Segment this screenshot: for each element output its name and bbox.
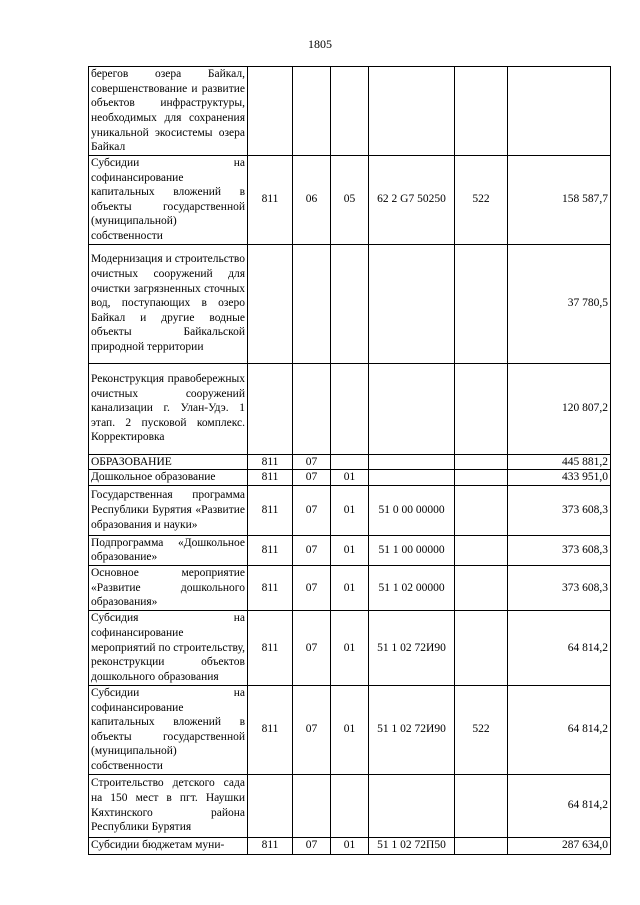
cell-sum: 373 608,3 — [508, 565, 611, 610]
cell-sum: 64 814,2 — [508, 774, 611, 837]
cell-name: Дошкольное образование — [89, 470, 248, 486]
cell-vr — [455, 454, 508, 470]
cell-pr: 01 — [331, 470, 369, 486]
table-row — [89, 535, 611, 565]
cell-pr — [331, 363, 369, 454]
cell-pr: 01 — [331, 610, 369, 685]
cell-ved: 811 — [248, 610, 293, 685]
cell-csr — [369, 67, 455, 156]
cell-vr — [455, 244, 508, 363]
budget-table — [88, 66, 611, 855]
cell-name: Субсидии бюджетам муни- — [89, 837, 248, 854]
cell-rz — [293, 774, 331, 837]
cell-csr: 51 1 02 72И90 — [369, 685, 455, 774]
cell-rz: 07 — [293, 535, 331, 565]
cell-ved: 811 — [248, 454, 293, 470]
cell-ved: 811 — [248, 156, 293, 245]
cell-name: Субсидия на софинансирование мероприятий по строительству, реконструкции объектов дошкольного образования — [89, 610, 248, 685]
cell-pr — [331, 244, 369, 363]
cell-sum: 373 608,3 — [508, 535, 611, 565]
cell-ved — [248, 774, 293, 837]
cell-ved: 811 — [248, 685, 293, 774]
table-row — [89, 363, 611, 454]
cell-csr — [369, 774, 455, 837]
cell-csr: 51 1 02 00000 — [369, 565, 455, 610]
cell-rz — [293, 244, 331, 363]
cell-vr — [455, 67, 508, 156]
cell-name: Субсидии на софинансирование капитальных вложений в объекты государственной (муниципальной) собственности — [89, 685, 248, 774]
cell-pr: 05 — [331, 156, 369, 245]
cell-pr — [331, 67, 369, 156]
cell-name: Субсидии на софинансирование капитальных вложений в объекты государственной (муниципальной) собственности — [89, 156, 248, 245]
cell-rz: 07 — [293, 685, 331, 774]
cell-rz: 07 — [293, 837, 331, 854]
cell-sum: 64 814,2 — [508, 685, 611, 774]
cell-csr — [369, 454, 455, 470]
cell-name: Строительство детского сада на 150 мест в пгт. Наушки Кяхтинского района Республики Бурятия — [89, 774, 248, 837]
cell-rz: 07 — [293, 454, 331, 470]
table-row — [89, 485, 611, 535]
cell-csr — [369, 470, 455, 486]
cell-pr — [331, 774, 369, 837]
cell-name: Подпрограмма «Дошкольное образование» — [89, 535, 248, 565]
table-row — [89, 454, 611, 470]
table-row — [89, 774, 611, 837]
cell-rz: 07 — [293, 470, 331, 486]
cell-csr: 51 1 00 00000 — [369, 535, 455, 565]
cell-ved: 811 — [248, 535, 293, 565]
cell-vr — [455, 610, 508, 685]
table-row — [89, 244, 611, 363]
cell-ved: 811 — [248, 837, 293, 854]
cell-name: Основное мероприятие «Развитие дошкольного образования» — [89, 565, 248, 610]
cell-csr: 51 1 02 72И90 — [369, 610, 455, 685]
cell-rz — [293, 363, 331, 454]
table-row — [89, 610, 611, 685]
table-row — [89, 67, 611, 156]
cell-sum: 158 587,7 — [508, 156, 611, 245]
cell-sum: 287 634,0 — [508, 837, 611, 854]
cell-csr — [369, 244, 455, 363]
cell-vr: 522 — [455, 156, 508, 245]
cell-pr — [331, 454, 369, 470]
table-row — [89, 685, 611, 774]
cell-pr: 01 — [331, 685, 369, 774]
cell-pr: 01 — [331, 565, 369, 610]
cell-ved: 811 — [248, 470, 293, 486]
cell-sum: 433 951,0 — [508, 470, 611, 486]
cell-sum: 120 807,2 — [508, 363, 611, 454]
cell-ved — [248, 363, 293, 454]
cell-pr: 01 — [331, 485, 369, 535]
cell-vr: 522 — [455, 685, 508, 774]
cell-pr: 01 — [331, 837, 369, 854]
cell-rz: 07 — [293, 610, 331, 685]
table-row — [89, 837, 611, 854]
cell-pr: 01 — [331, 535, 369, 565]
cell-csr: 62 2 G7 50250 — [369, 156, 455, 245]
cell-vr — [455, 363, 508, 454]
cell-rz: 07 — [293, 565, 331, 610]
cell-vr — [455, 485, 508, 535]
table-row — [89, 470, 611, 486]
cell-vr — [455, 565, 508, 610]
cell-name: Реконструкция правобережных очистных сооружений канализации г. Улан-Удэ. 1 этап. 2 пусковой комплекс. Корректировка — [89, 363, 248, 454]
cell-vr — [455, 774, 508, 837]
cell-vr — [455, 837, 508, 854]
cell-csr: 51 1 02 72П50 — [369, 837, 455, 854]
cell-vr — [455, 535, 508, 565]
table-row — [89, 156, 611, 245]
cell-ved — [248, 67, 293, 156]
cell-name: берегов озера Байкал, совершенствование и развитие объектов инфраструктуры, необходимых для сохранения уникальной экосистемы озера Байкал — [89, 67, 248, 156]
cell-sum: 37 780,5 — [508, 244, 611, 363]
cell-sum — [508, 67, 611, 156]
cell-rz: 06 — [293, 156, 331, 245]
cell-ved — [248, 244, 293, 363]
cell-name: Государственная программа Республики Бурятия «Развитие образования и науки» — [89, 485, 248, 535]
cell-csr — [369, 363, 455, 454]
cell-vr — [455, 470, 508, 486]
cell-name: Модернизация и строительство очистных сооружений для очистки загрязненных сточных вод, поступающих в озеро Байкал и другие водные объекты Байкальской природной территории — [89, 244, 248, 363]
cell-ved: 811 — [248, 485, 293, 535]
cell-rz — [293, 67, 331, 156]
cell-ved: 811 — [248, 565, 293, 610]
cell-name: ОБРАЗОВАНИЕ — [89, 454, 248, 470]
table-row — [89, 565, 611, 610]
cell-sum: 373 608,3 — [508, 485, 611, 535]
page-number: 1805 — [308, 37, 332, 51]
cell-sum: 445 881,2 — [508, 454, 611, 470]
cell-rz: 07 — [293, 485, 331, 535]
cell-csr: 51 0 00 00000 — [369, 485, 455, 535]
cell-sum: 64 814,2 — [508, 610, 611, 685]
